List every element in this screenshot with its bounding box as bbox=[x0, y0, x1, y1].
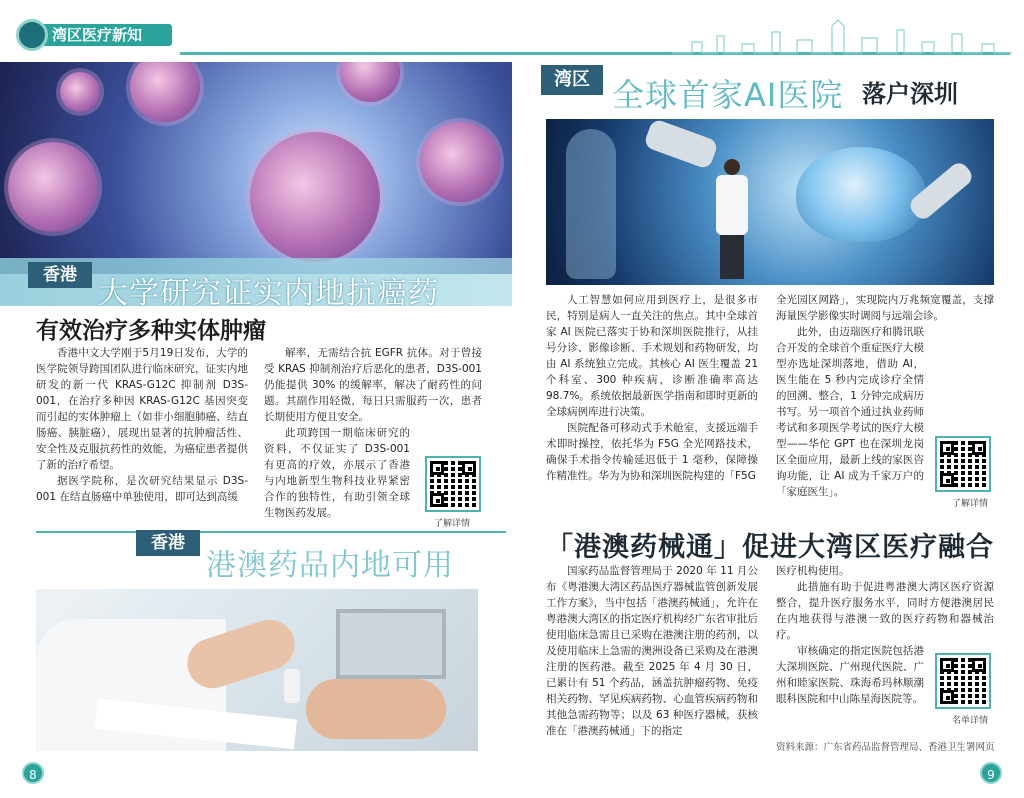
paragraph: 此措施有助于促进粤港澳大湾区医疗资源整合，提升医疗服务水平，同时方便港澳居民在内地获得与港澳一致的医疗药物和器械治疗。 bbox=[776, 581, 994, 641]
article-column bbox=[546, 563, 758, 739]
article-column bbox=[546, 292, 758, 484]
paragraph: 此外，由迈瑞医疗和腾讯联合开发的全球首个重症医疗大模型亦选址深圳落地，借助 AI，医生能在 5 秒内完成诊疗全情的回溯、整合，1 分钟完成病历书写。另一项首个通过执业药师考试和多项医学考试的医疗大模型——华佗 GPT 也在深圳龙岗区全面应用，最新上线的家医咨询功能，让 AI 成为千家万户的「家庭医生」。 bbox=[776, 326, 924, 498]
paragraph: 全光园区网路」，实现院内万兆频宽覆盖，支撑海量医学影像实时调阅与远端会诊。 bbox=[776, 294, 994, 322]
virus-shape bbox=[250, 132, 380, 262]
qr-marker bbox=[430, 461, 444, 475]
virus-shape bbox=[130, 62, 200, 122]
paragraph: 此项跨国一期临床研究的资料，不仅证实了 D3S-001 有更高的疗效，亦展示了香港与内地新型生物科技业界紧密合作的独特性，有助引领全球生物医药发展。 bbox=[264, 427, 410, 519]
qr-marker bbox=[940, 658, 954, 672]
paragraph: 人工智慧如何应用到医疗上，是很多市民，特别是病人一直关注的焦点。其中全球首家 AI 医院已落实于协和深圳医院推行，从挂号分诊、影像诊断、手术规划和药物研发，均由 AI 系统独立完成。其核心 AI 医生覆盖 21 个科室、300 种疾病，诊断准确率高达 98.7%。系统依据最新医学指南和即时更新的全球病例库进行决策。 bbox=[546, 294, 758, 418]
qr-caption: 了解详情 bbox=[952, 499, 989, 509]
region-tag: 香港 bbox=[28, 262, 92, 288]
virus-shape bbox=[8, 142, 98, 232]
article-headline: 「港澳药械通」促进大湾区医疗融合 bbox=[546, 532, 994, 563]
paragraph: 香港中文大学刚于5月19日发布，大学的医学院领导跨国团队进行临床研究，证实内地研发的新一代 KRAS-G12C 抑制剂 D3S-001，在治疗多种因 KRAS-G12C 基因突变而引起的实体肿瘤上（如非小细胞肺癌、结直肠癌、胰脏癌），展现出显著的抗肿瘤活性、安全性及克服抗药性的效能，为癌症患者提供了新的治疗希望。 bbox=[36, 347, 248, 471]
hand-shape bbox=[306, 679, 446, 739]
head-shape bbox=[724, 159, 740, 175]
qr-marker bbox=[430, 493, 444, 507]
paragraph: 解率，无需结合抗 EGFR 抗体。对于曾接受 KRAS 抑制剂治疗后恶化的患者，D3S-001 仍能提供 30% 的缓解率，解决了耐药性的问题。其副作用轻微，每日只需服药一次，患者长期使用方便且安全。 bbox=[264, 347, 482, 423]
section-badge bbox=[22, 24, 172, 46]
qr-marker bbox=[972, 658, 986, 672]
region-tag: 湾区 bbox=[541, 65, 603, 95]
source-note: 资料来源：广东省药品监督管理局、香港卫生署网页 bbox=[776, 742, 995, 753]
page-number-right: 9 bbox=[980, 762, 1002, 784]
paragraph: 审核确定的指定医院包括港大深圳医院、广州现代医院、广州和睦家医院、珠海希玛林顺潮眼科医院和中山陈星海医院等。 bbox=[776, 645, 924, 705]
paragraph: 据医学院称，是次研究结果显示 D3S-001 在结直肠癌中单独使用，即可达到高缓 bbox=[36, 475, 248, 503]
ai-hospital-illustration bbox=[546, 119, 994, 285]
city-skyline-icon bbox=[672, 18, 1012, 54]
article-headline: 港澳药品内地可用 bbox=[206, 548, 454, 583]
virus-shape bbox=[60, 72, 100, 112]
article-headline: 全球首家AI医院 bbox=[612, 76, 844, 114]
consultation-photo bbox=[36, 589, 478, 751]
article-column bbox=[36, 345, 248, 505]
article-headline: 大学研究证实内地抗癌药 bbox=[98, 276, 439, 311]
qr-caption: 名单详情 bbox=[952, 716, 989, 726]
qr-code[interactable] bbox=[937, 438, 989, 490]
section-divider bbox=[36, 531, 506, 533]
paragraph: 国家药品监督管理局于 2020 年 11 月公布《粤港澳大湾区药品医疗器械监管创新发展工作方案》，当中包括「港澳药械通」，允许在粤港澳大湾区的指定医疗机构经广东省审批后使用临床急需且已采购在港澳注册的药剂，以及使用临床上急需的澳洲设备已采购及在港澳注册的医药港。截至 2025 年 4 月 30 日，已累计有 51 个药品，涵盖抗肿瘤药物、免疫相关药物、罕见疾病药物、心血管疾病药物和其他急需药物等；以及 63 种医疗器械，获核准在「港澳药械通」下的指定 bbox=[546, 565, 758, 737]
qr-code[interactable] bbox=[937, 655, 989, 707]
virus-shape bbox=[420, 122, 500, 202]
qr-marker bbox=[462, 461, 476, 475]
coat-shape bbox=[716, 175, 748, 235]
qr-marker bbox=[940, 690, 954, 704]
paragraph: 医院配备可移动式手术舱室，支援远端手术即时操控，依托华为 F5G 全光网路技术，确保手术指令传输延迟低于 1 毫秒，保障操作精准性。华为为协和深圳医院构建的「F5G bbox=[546, 422, 758, 482]
section-logo-icon bbox=[16, 19, 48, 51]
trousers-shape bbox=[720, 235, 744, 279]
paragraph: 医疗机构使用。 bbox=[776, 565, 850, 577]
doctor-figure bbox=[714, 159, 748, 279]
brain-icon bbox=[796, 147, 926, 242]
qr-marker bbox=[940, 441, 954, 455]
article-subheadline: 有效治疗多种实体肿瘤 bbox=[36, 318, 266, 344]
section-title: 湾区医疗新知 bbox=[52, 26, 143, 44]
robot-arm-icon bbox=[643, 119, 719, 170]
qr-caption: 了解详情 bbox=[434, 519, 471, 529]
page-number-left: 8 bbox=[22, 762, 44, 784]
bottle-icon bbox=[284, 669, 300, 703]
qr-marker bbox=[940, 473, 954, 487]
body-hologram-icon bbox=[566, 129, 616, 279]
laptop-icon bbox=[336, 609, 446, 679]
article-headline-bold: 落户深圳 bbox=[862, 80, 958, 108]
virus-shape bbox=[340, 62, 400, 102]
qr-code[interactable] bbox=[427, 458, 479, 510]
qr-marker bbox=[972, 441, 986, 455]
region-tag: 香港 bbox=[136, 530, 200, 556]
virus-illustration bbox=[0, 62, 512, 274]
